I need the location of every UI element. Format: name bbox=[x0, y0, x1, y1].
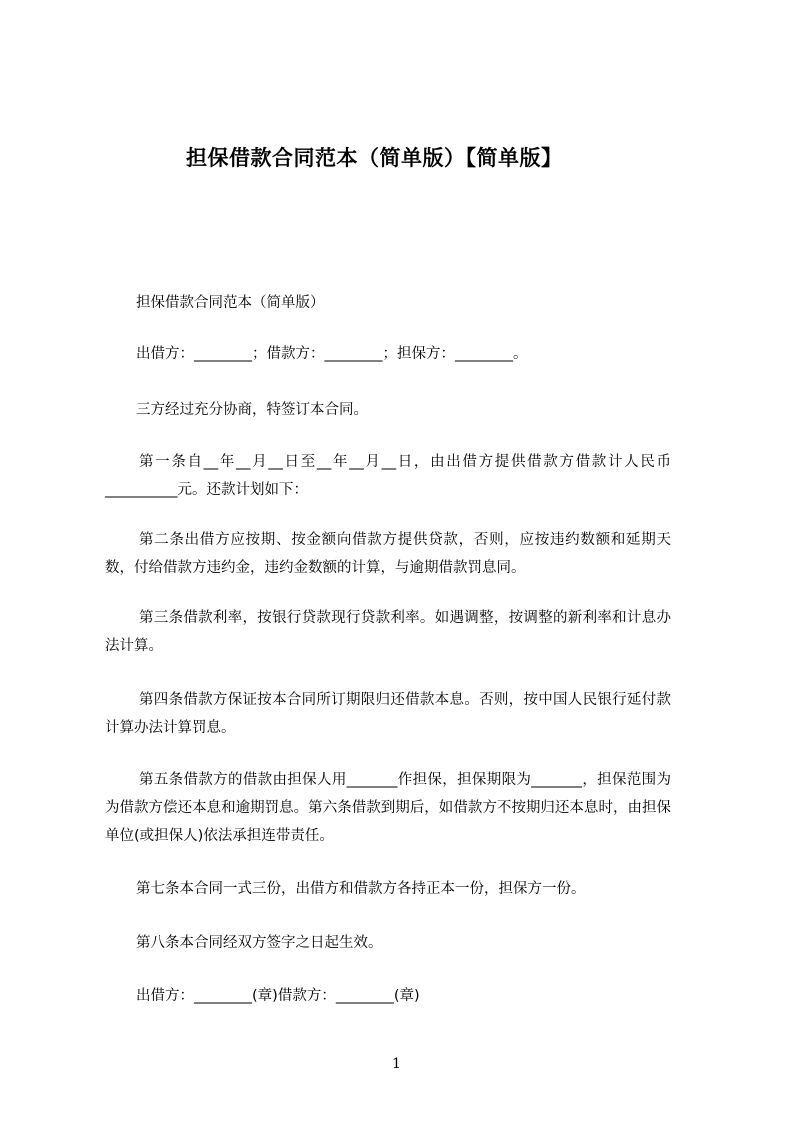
article-2-paragraph: 第二条出借方应按期、按金额向借款方提供贷款，否则，应按违约数额和延期天数，付给借款方违约金，违约金数额的计算，与逾期借款罚息同。 bbox=[105, 532, 671, 576]
article-1-paragraph: 第一条自__年__月__日至__年__月__日，由出借方提供借款方借款计人民币__________元。还款计划如下： bbox=[105, 454, 671, 498]
article-4-paragraph: 第四条借款方保证按本合同所订期限归还借款本息。否则，按中国人民银行延付款计算办法计算罚息。 bbox=[105, 692, 671, 736]
parties-paragraph: 出借方：________；借款方：________；担保方：________。 bbox=[136, 346, 528, 362]
article-5-6-paragraph: 第五条借款方的借款由担保人用_______作担保，担保期限为_______，担保范围为为借款方偿还本息和逾期罚息。第六条借款到期后，如借款方不按期归还本息时，由担保单位(或担保人)依法承担连带责任。 bbox=[105, 772, 671, 844]
article-8-paragraph: 第八条本合同经双方签字之日起生效。 bbox=[136, 935, 383, 951]
document-title: 担保借款合同范本（简单版）【简单版】 bbox=[186, 146, 563, 170]
agreement-intro-paragraph: 三方经过充分协商，特签订本合同。 bbox=[136, 402, 368, 418]
article-7-paragraph: 第七条本合同一式三份，出借方和借款方各持正本一份，担保方一份。 bbox=[136, 881, 586, 897]
signature-line-paragraph: 出借方：________(章)借款方：________(章) bbox=[136, 988, 420, 1004]
page-number: 1 bbox=[392, 1056, 401, 1072]
article-3-paragraph: 第三条借款利率，按银行贷款现行贷款利率。如遇调整，按调整的新利率和计息办法计算。 bbox=[105, 610, 671, 654]
subtitle-paragraph: 担保借款合同范本（简单版） bbox=[136, 295, 325, 311]
